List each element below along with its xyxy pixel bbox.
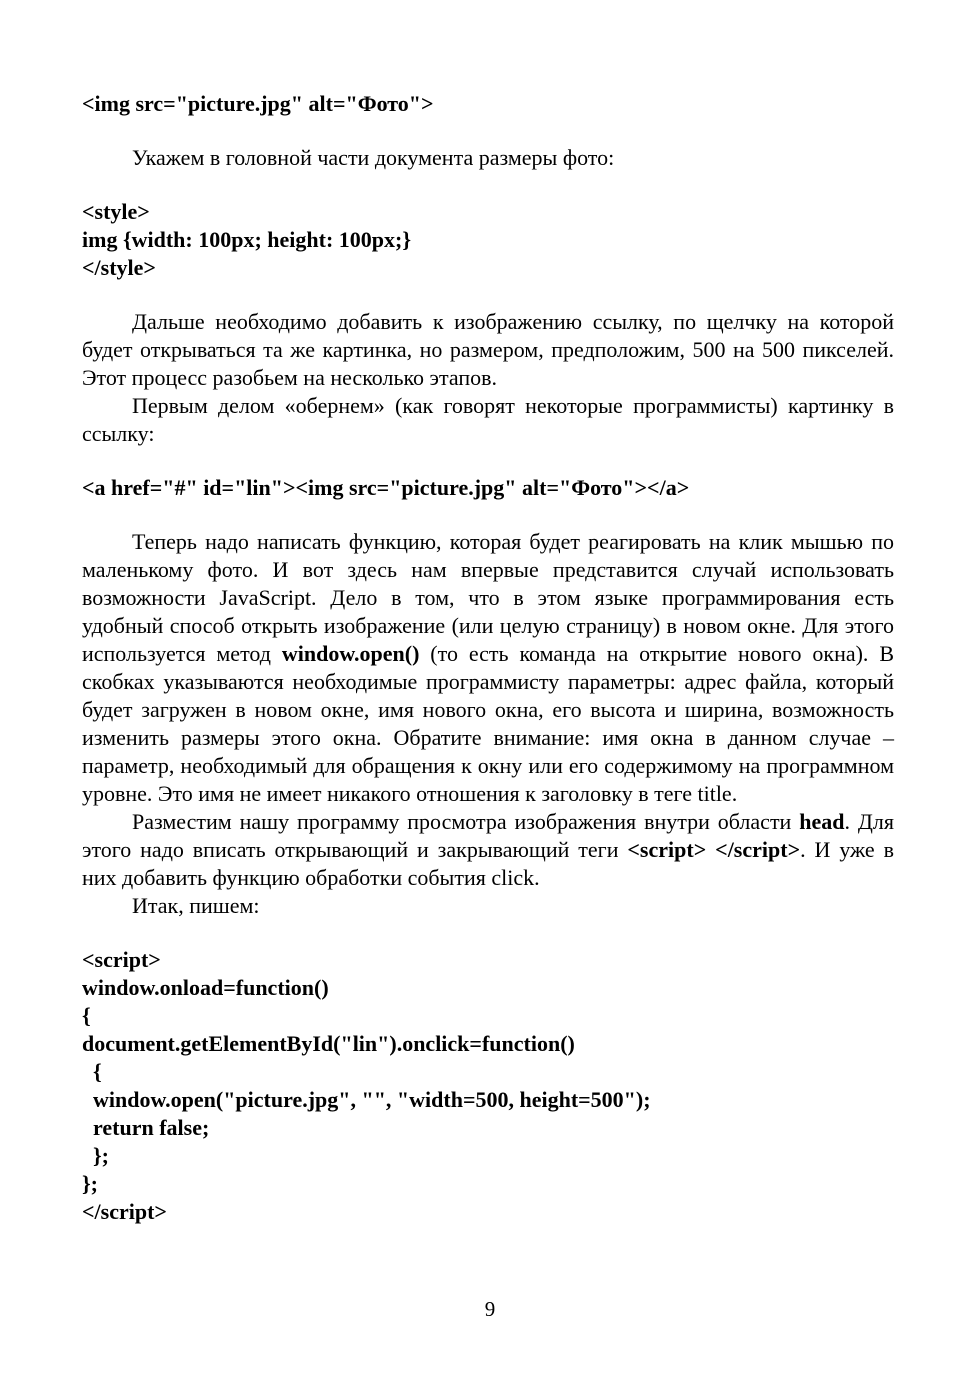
page-number: 9	[484, 1297, 496, 1321]
text-run: Первым делом «обернем» (как говорят некоторые программисты) картинку в ссылку:	[82, 393, 894, 446]
code-block	[82, 474, 894, 502]
inline-code-term: head	[799, 809, 845, 834]
code-line: img {width: 100px; height: 100px;}	[82, 227, 412, 252]
code-line: <script>	[82, 947, 161, 972]
code-line: document.getElementById("lin").onclick=function()	[82, 1031, 575, 1056]
code-line: window.open("picture.jpg", "", "width=500, height=500");	[82, 1087, 651, 1112]
code-line: {	[82, 1003, 91, 1028]
paragraph	[82, 892, 894, 920]
code-line: </script>	[82, 1199, 167, 1224]
code-block	[82, 946, 894, 1226]
code-line: window.onload=function()	[82, 975, 329, 1000]
code-line: {	[82, 1059, 102, 1084]
text-run: Теперь надо написать функцию, которая будет реагировать на клик мышью по маленькому фото. И вот здесь нам впервые представится случай использовать возможности JavaScript. Дело в том, что в этом языке программирования есть удобный способ открыть изображение (или целую страницу) в новом окне. Для этого используется метод	[82, 529, 894, 666]
text-run: . И уже в них добавить функцию обработки события click.	[82, 837, 894, 890]
text-run: Разместим нашу программу просмотра изображения внутри области	[132, 809, 800, 834]
code-line: </style>	[82, 255, 156, 280]
paragraph	[82, 308, 894, 392]
text-run: (то есть команда на открытие нового окна). В скобках указываются необходимые программисту параметры: адрес файла, который будет загружен в новом окне, имя нового окна, его высота и ширина, возможность изменить размеры этого окна. Обратите внимание: имя окна в данном случае – параметр, необходимый для обращения к окну или его содержимому на программном уровне. Это имя не имеет никакого отношения к заголовку в теге title.	[82, 641, 894, 806]
inline-code-term: window.open()	[281, 641, 420, 666]
text-run: Дальше необходимо добавить к изображению ссылку, по щелчку на которой будет открываться та же картинка, но размером, предположим, 500 на 500 пикселей. Этот процесс разобьем на несколько этапов.	[82, 309, 894, 390]
code-line: <a href="#" id="lin"><img src="picture.jpg" alt="Фото"></a>	[82, 475, 690, 500]
document-content	[82, 90, 894, 1226]
text-run: . Для этого надо вписать открывающий и закрывающий теги	[82, 809, 894, 862]
inline-code-term: <script>	[627, 837, 707, 862]
paragraph	[82, 144, 894, 172]
inline-code-term: </script>	[715, 837, 801, 862]
paragraph	[82, 808, 894, 892]
code-block	[82, 90, 894, 118]
text-run	[706, 837, 715, 862]
text-run: Итак, пишем:	[132, 893, 260, 918]
code-line: return false;	[82, 1115, 210, 1140]
code-block	[82, 198, 894, 282]
code-line: };	[82, 1143, 109, 1168]
paragraph	[82, 528, 894, 808]
text-run: Укажем в головной части документа размеры фото:	[132, 145, 615, 170]
code-line: <style>	[82, 199, 150, 224]
paragraph	[82, 392, 894, 448]
code-line: <img src="picture.jpg" alt="Фото">	[82, 91, 434, 116]
code-line: };	[82, 1171, 98, 1196]
